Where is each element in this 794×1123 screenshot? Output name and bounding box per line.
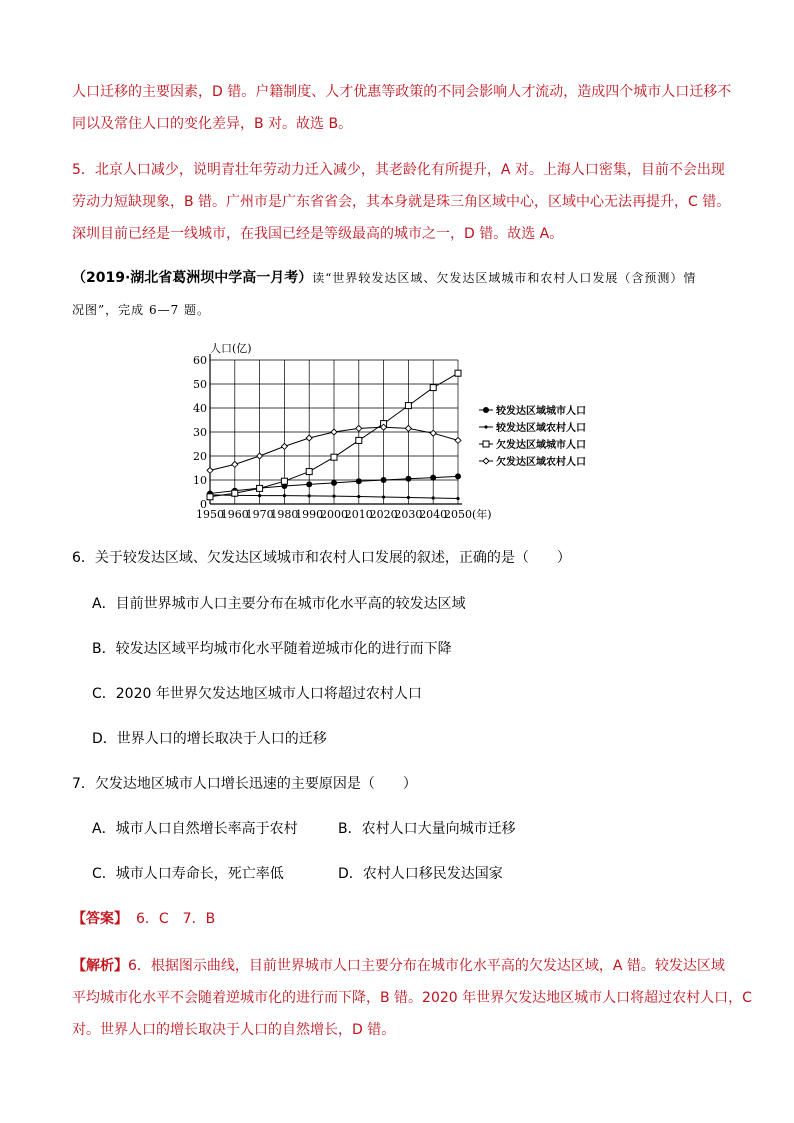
data-point [331, 454, 337, 460]
analysis-line-2: 平均城市化水平不会随着逆城市化的进行而下降，B 错。2020 年世界欠发达地区城市人口将超过农村人口，C [72, 990, 752, 1006]
legend-item-1 [479, 404, 586, 417]
question-intro-text-2: 况图”，完成 6—7 题。 [72, 303, 211, 317]
y-tick-label: 40 [193, 402, 207, 415]
data-point [257, 485, 263, 491]
data-point [430, 430, 436, 436]
data-point [257, 453, 263, 459]
y-tick-label: 10 [193, 474, 207, 487]
data-point [455, 370, 461, 376]
prev-answer-line-2: 同以及常住人口的变化差异，B 对。故选 B。 [72, 116, 353, 132]
q5-explanation-line-1: 5．北京人口减少，说明青壮年劳动力迁入减少，其老龄化有所提升，A 对。上海人口密集，目前不会出现 [72, 162, 725, 178]
data-point [405, 476, 411, 482]
y-tick-label: 30 [193, 426, 207, 439]
data-point [356, 478, 362, 484]
data-point [331, 429, 337, 435]
prev-answer-line-1: 人口迁移的主要因素，D 错。户籍制度、人才优惠等政策的不同会影响人才流动，造成四个城市人口迁移不 [72, 84, 732, 100]
q6-stem: 6．关于较发达区域、欠发达区域城市和农村人口发展的叙述，正确的是（ ） [72, 550, 571, 566]
y-tick-label: 20 [193, 450, 207, 463]
x-tick-label: 1970 [245, 508, 274, 521]
x-tick-label: 1980 [270, 508, 299, 521]
q6-option-a[interactable]: A．目前世界城市人口主要分布在城市化水平高的较发达区域 [92, 596, 466, 612]
question-intro [72, 268, 696, 288]
data-point [306, 435, 312, 441]
legend-item-3 [479, 438, 586, 451]
data-point [456, 497, 459, 500]
data-point [357, 495, 360, 498]
x-tick-label: 2050 [444, 508, 472, 521]
analysis-text-1: 6．根据图示曲线，目前世界城市人口主要分布在城市化水平高的欠发达区域，A 错。较发达区域 [128, 958, 725, 974]
data-point [455, 473, 461, 479]
analysis-line-3: 对。世界人口的增长取决于人口的自然增长，D 错。 [72, 1022, 396, 1038]
x-tick-label: 2030 [394, 508, 423, 521]
data-point [430, 475, 436, 481]
y-tick-label: 0 [200, 498, 207, 511]
y-axis-label: 人口(亿) [210, 342, 252, 355]
data-point [308, 494, 311, 497]
data-point [430, 385, 436, 391]
data-point [283, 494, 286, 497]
question-source: （2019·湖北省葛洲坝中学高一月考） [72, 270, 313, 286]
x-tick-label: 2010 [344, 508, 373, 521]
legend-label: 较发达区域农村人口 [496, 423, 586, 434]
y-tick-label: 60 [193, 354, 207, 367]
data-point [258, 494, 261, 497]
question-intro-text: 读“世界较发达区域、欠发达区域城市和农村人口发展（含预测）情 [312, 271, 697, 285]
data-point [405, 403, 411, 409]
data-point [407, 496, 410, 499]
data-point [483, 458, 489, 464]
data-point [381, 477, 387, 483]
data-point [483, 441, 489, 447]
legend-item-4 [479, 455, 586, 468]
legend-item-2 [479, 421, 586, 434]
answer-tag: 【答案】 [72, 911, 128, 927]
x-tick-label: 2040 [419, 508, 448, 521]
data-point [332, 494, 335, 497]
data-point [455, 437, 461, 443]
data-point [232, 461, 238, 467]
data-point [356, 425, 362, 431]
data-point [405, 425, 411, 431]
analysis-line-1 [72, 956, 725, 976]
data-point [281, 443, 287, 449]
x-tick-label: 1990 [295, 508, 324, 521]
data-point [331, 480, 337, 486]
x-tick-label: 1960 [220, 508, 249, 521]
q6-option-b[interactable]: B．较发达区域平均城市化水平随着逆城市化的进行而下降 [92, 641, 452, 657]
data-point [306, 481, 312, 487]
data-point [356, 437, 362, 443]
data-point [382, 495, 385, 498]
q7-option-b[interactable]: B．农村人口大量向城市迁移 [338, 821, 516, 837]
population-line-chart [193, 338, 596, 524]
q7-option-a[interactable]: A．城市人口自然增长率高于农村 [92, 821, 298, 837]
answer-text: 6．C 7．B [136, 911, 216, 927]
data-point [207, 494, 213, 500]
analysis-tag: 【解析】 [72, 958, 128, 974]
legend-label: 较发达区域城市人口 [496, 406, 586, 417]
q7-option-d[interactable]: D．农村人口移民发达国家 [338, 866, 503, 882]
q5-explanation-line-3: 深圳目前已经是一线城市，在我国已经是等级最高的城市之一，D 错。故选 A。 [72, 226, 564, 242]
x-tick-label: 2000 [320, 508, 348, 521]
x-axis-label: (年) [472, 508, 492, 521]
q7-stem: 7．欠发达地区城市人口增长迅速的主要原因是（ ） [72, 776, 417, 792]
legend-label: 欠发达区域城市人口 [496, 440, 586, 451]
chart-legend [479, 404, 586, 468]
data-point [232, 490, 238, 496]
data-point [483, 407, 489, 413]
legend-label: 欠发达区域农村人口 [496, 457, 586, 468]
data-point [432, 496, 435, 499]
data-point [484, 425, 487, 428]
answer-line [72, 909, 215, 929]
q5-explanation-line-2: 劳动力短缺现象，B 错。广州市是广东省省会，其本身就是珠三角区域中心，区域中心无法再提升，C 错。 [72, 194, 731, 210]
q6-option-d[interactable]: D．世界人口的增长取决于人口的迁移 [92, 731, 327, 747]
data-point [207, 467, 213, 473]
x-tick-label: 2020 [369, 508, 398, 521]
q6-option-c[interactable]: C．2020 年世界欠发达地区城市人口将超过农村人口 [92, 686, 422, 702]
q7-option-c[interactable]: C．城市人口寿命长，死亡率低 [92, 866, 284, 882]
data-point [306, 469, 312, 475]
data-point [281, 478, 287, 484]
x-tick-label: 1950 [196, 508, 224, 521]
y-tick-label: 50 [193, 378, 207, 391]
